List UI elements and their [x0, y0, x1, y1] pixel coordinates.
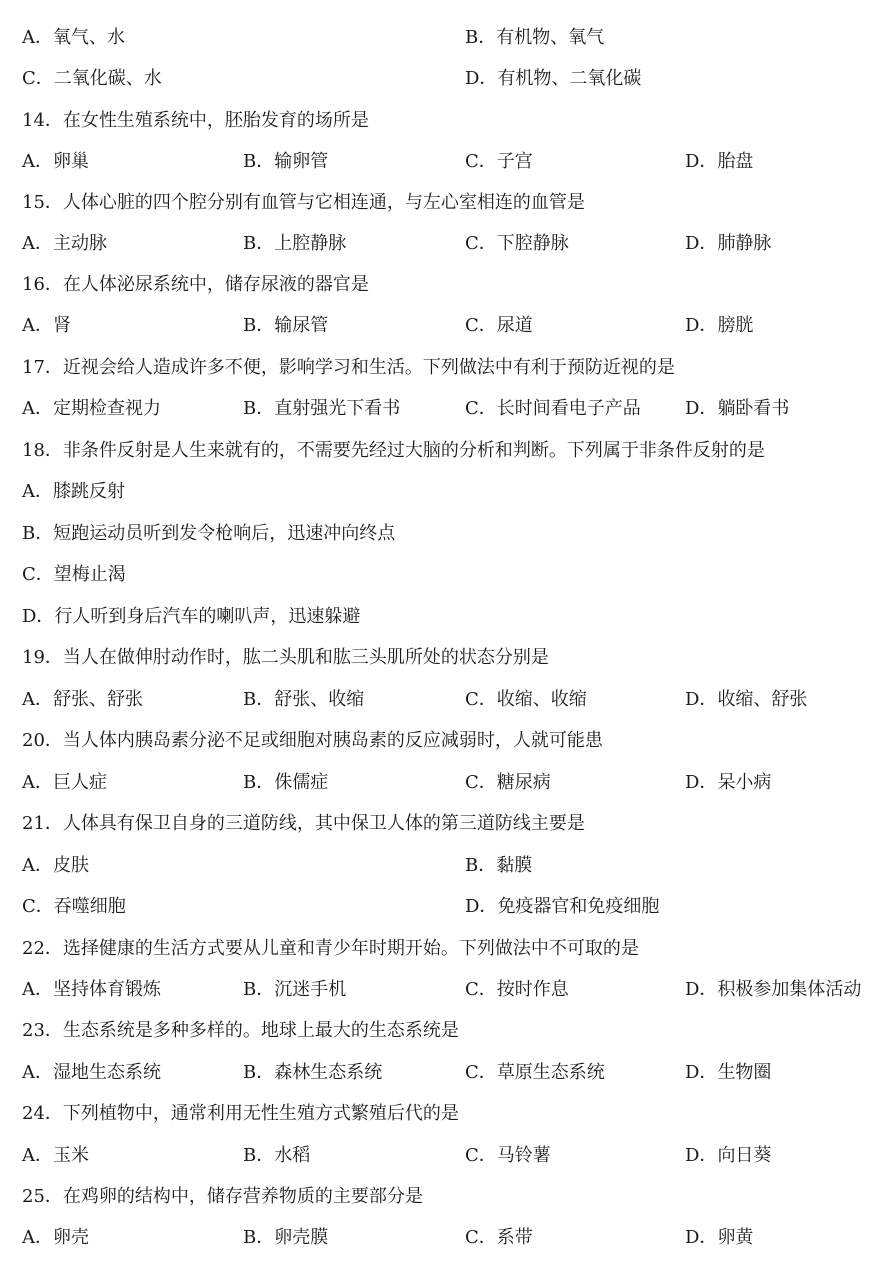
question-stem: 18．非条件反射是人生来就有的，不需要先经过大脑的分析和判断。下列属于非条件反射的是: [22, 440, 765, 461]
option-text: 免疫器官和免疫细胞: [497, 896, 660, 917]
option-letter: D．: [685, 233, 718, 254]
option-letter: D．: [22, 606, 55, 627]
option-letter: D．: [685, 1145, 718, 1166]
option-b: [243, 975, 346, 1005]
question-stem: 20．当人体内胰岛素分泌不足或细胞对胰岛素的反应减弱时，人就可能患: [22, 730, 603, 751]
option-text: 卵黄: [717, 1227, 754, 1248]
option-b: [465, 23, 604, 53]
option-d: [22, 602, 360, 632]
option-letter: B．: [243, 772, 275, 793]
question-stem: 19．当人在做伸肘动作时，肱二头肌和肱三头肌所处的状态分别是: [22, 647, 549, 668]
option-b: [243, 1141, 310, 1171]
option-d: [685, 768, 771, 798]
option-letter: A．: [22, 1145, 53, 1166]
option-c: [22, 560, 126, 590]
option-c: [22, 892, 126, 922]
question-stem: 16．在人体泌尿系统中，储存尿液的器官是: [22, 274, 369, 295]
option-b: [465, 851, 532, 881]
option-b: [243, 685, 364, 715]
option-text: 沉迷手机: [274, 979, 347, 1000]
option-text: 膝跳反射: [53, 481, 125, 502]
option-d: [685, 1223, 753, 1253]
option-letter: B．: [465, 855, 497, 876]
option-letter: B．: [243, 1227, 275, 1248]
option-letter: B．: [243, 398, 275, 419]
option-text: 系带: [496, 1227, 533, 1248]
option-text: 输卵管: [274, 151, 329, 172]
option-letter: D．: [685, 689, 718, 710]
option-letter: C．: [465, 315, 497, 336]
option-letter: A．: [22, 855, 53, 876]
option-text: 膀胱: [717, 315, 754, 336]
option-a: [22, 851, 89, 881]
option-letter: A．: [22, 315, 53, 336]
question-stem: 25．在鸡卵的结构中，储存营养物质的主要部分是: [22, 1186, 423, 1207]
option-letter: A．: [22, 979, 53, 1000]
option-a: [22, 1223, 89, 1253]
option-letter: D．: [685, 1062, 718, 1083]
option-letter: B．: [243, 233, 275, 254]
option-text: 呆小病: [717, 772, 772, 793]
option-c: [465, 394, 641, 424]
option-a: [22, 768, 107, 798]
option-d: [685, 1141, 771, 1171]
option-text: 有机物、氧气: [496, 27, 605, 48]
option-text: 黏膜: [496, 855, 533, 876]
option-letter: C．: [465, 1145, 497, 1166]
option-c: [22, 64, 162, 94]
option-c: [465, 147, 533, 177]
question-stem: 22．选择健康的生活方式要从儿童和青少年时期开始。下列做法中不可取的是: [22, 938, 639, 959]
option-text: 直射强光下看书: [274, 398, 401, 419]
option-letter: B．: [243, 151, 275, 172]
option-text: 下腔静脉: [496, 233, 569, 254]
option-letter: C．: [465, 233, 497, 254]
option-letter: B．: [243, 1062, 275, 1083]
option-text: 生物圈: [717, 1062, 772, 1083]
option-text: 短跑运动员听到发令枪响后，迅速冲向终点: [53, 523, 396, 544]
option-text: 有机物、二氧化碳: [497, 68, 642, 89]
option-c: [465, 975, 569, 1005]
option-a: [22, 1141, 89, 1171]
option-letter: C．: [465, 151, 497, 172]
option-b: [243, 229, 346, 259]
option-c: [465, 1058, 605, 1088]
option-letter: D．: [685, 151, 718, 172]
option-text: 卵壳膜: [274, 1227, 329, 1248]
option-c: [465, 768, 551, 798]
option-c: [465, 311, 533, 341]
option-letter: A．: [22, 151, 53, 172]
option-letter: D．: [465, 68, 498, 89]
option-text: 马铃薯: [496, 1145, 551, 1166]
option-text: 收缩、收缩: [496, 689, 587, 710]
option-a: [22, 311, 71, 341]
option-letter: C．: [465, 689, 497, 710]
option-letter: A．: [22, 772, 53, 793]
option-letter: B．: [243, 689, 275, 710]
option-letter: B．: [22, 523, 54, 544]
option-a: [22, 229, 107, 259]
option-text: 草原生态系统: [496, 1062, 605, 1083]
option-letter: A．: [22, 481, 53, 502]
option-letter: C．: [465, 1062, 497, 1083]
option-a: [22, 477, 125, 507]
option-d: [465, 64, 641, 94]
option-a: [22, 394, 161, 424]
option-letter: C．: [465, 1227, 497, 1248]
option-letter: A．: [22, 689, 53, 710]
option-text: 卵壳: [53, 1227, 89, 1248]
option-letter: C．: [22, 896, 54, 917]
option-d: [685, 311, 753, 341]
option-d: [685, 229, 771, 259]
option-text: 子宫: [496, 151, 533, 172]
option-letter: C．: [465, 398, 497, 419]
option-letter: B．: [243, 315, 275, 336]
option-a: [22, 685, 143, 715]
option-text: 玉米: [53, 1145, 89, 1166]
option-d: [685, 1058, 771, 1088]
option-a: [22, 975, 161, 1005]
option-letter: D．: [685, 1227, 718, 1248]
option-b: [243, 394, 400, 424]
option-text: 舒张、收缩: [274, 689, 365, 710]
option-text: 糖尿病: [496, 772, 551, 793]
option-b: [243, 1223, 328, 1253]
question-stem: 15．人体心脏的四个腔分别有血管与它相连通，与左心室相连的血管是: [22, 192, 585, 213]
option-text: 收缩、舒张: [717, 689, 808, 710]
question-stem: 23．生态系统是多种多样的。地球上最大的生态系统是: [22, 1020, 459, 1041]
option-b: [243, 1058, 382, 1088]
option-text: 向日葵: [717, 1145, 772, 1166]
option-b: [243, 311, 328, 341]
option-text: 巨人症: [53, 772, 107, 793]
option-b: [243, 768, 328, 798]
option-letter: B．: [243, 1145, 275, 1166]
option-d: [685, 147, 753, 177]
question-stem: 21．人体具有保卫自身的三道防线，其中保卫人体的第三道防线主要是: [22, 813, 585, 834]
option-text: 尿道: [496, 315, 533, 336]
option-letter: A．: [22, 27, 53, 48]
option-letter: A．: [22, 1062, 53, 1083]
option-text: 皮肤: [53, 855, 89, 876]
option-text: 水稻: [274, 1145, 311, 1166]
option-d: [685, 394, 789, 424]
option-text: 望梅止渴: [53, 564, 126, 585]
option-text: 森林生态系统: [274, 1062, 383, 1083]
option-letter: C．: [465, 979, 497, 1000]
option-letter: A．: [22, 398, 53, 419]
option-a: [22, 23, 125, 53]
option-text: 侏儒症: [274, 772, 329, 793]
option-text: 卵巢: [53, 151, 89, 172]
option-letter: D．: [685, 315, 718, 336]
option-text: 积极参加集体活动: [717, 979, 862, 1000]
option-text: 二氧化碳、水: [53, 68, 162, 89]
question-stem: 14．在女性生殖系统中，胚胎发育的场所是: [22, 110, 369, 131]
option-b: [243, 147, 328, 177]
option-letter: B．: [243, 979, 275, 1000]
option-letter: A．: [22, 1227, 53, 1248]
question-stem: 24．下列植物中，通常利用无性生殖方式繁殖后代的是: [22, 1103, 459, 1124]
option-a: [22, 1058, 161, 1088]
option-text: 胎盘: [717, 151, 754, 172]
question-stem: 17．近视会给人造成许多不便，影响学习和生活。下列做法中有利于预防近视的是: [22, 357, 675, 378]
option-letter: C．: [465, 772, 497, 793]
option-text: 主动脉: [53, 233, 107, 254]
option-text: 定期检查视力: [53, 398, 161, 419]
option-c: [465, 229, 569, 259]
option-letter: D．: [465, 896, 498, 917]
option-text: 氧气、水: [53, 27, 125, 48]
option-text: 湿地生态系统: [53, 1062, 161, 1083]
option-c: [465, 685, 587, 715]
option-text: 坚持体育锻炼: [53, 979, 161, 1000]
option-letter: D．: [685, 979, 718, 1000]
option-letter: D．: [685, 772, 718, 793]
option-b: [22, 519, 395, 549]
option-text: 肺静脉: [717, 233, 772, 254]
option-text: 行人听到身后汽车的喇叭声，迅速躲避: [54, 606, 361, 627]
option-d: [685, 685, 807, 715]
option-letter: C．: [22, 564, 54, 585]
option-text: 输尿管: [274, 315, 329, 336]
option-text: 躺卧看书: [717, 398, 790, 419]
option-d: [685, 975, 861, 1005]
option-letter: D．: [685, 398, 718, 419]
option-text: 长时间看电子产品: [496, 398, 641, 419]
option-text: 肾: [53, 315, 71, 336]
option-text: 按时作息: [496, 979, 569, 1000]
option-letter: C．: [22, 68, 54, 89]
option-text: 上腔静脉: [274, 233, 347, 254]
option-text: 舒张、舒张: [53, 689, 143, 710]
option-text: 吞噬细胞: [53, 896, 126, 917]
option-letter: A．: [22, 233, 53, 254]
option-letter: B．: [465, 27, 497, 48]
option-d: [465, 892, 659, 922]
option-c: [465, 1141, 551, 1171]
option-a: [22, 147, 89, 177]
option-c: [465, 1223, 533, 1253]
